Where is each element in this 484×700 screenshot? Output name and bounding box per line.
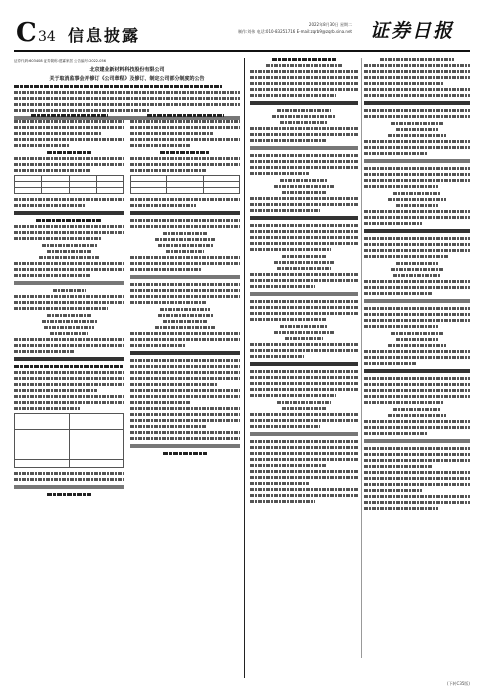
text-line [130, 204, 196, 207]
text-line [364, 109, 470, 112]
text-line [364, 453, 470, 456]
section-band [250, 146, 358, 150]
text-line [391, 268, 444, 271]
text-line [250, 458, 358, 461]
column-divider [244, 58, 245, 678]
text-line [50, 332, 89, 335]
text-line [166, 250, 205, 253]
text-line [282, 191, 325, 194]
text-line [364, 237, 470, 240]
text-line [266, 64, 342, 67]
text-line [250, 197, 358, 200]
text-line [272, 115, 337, 118]
text-line [158, 244, 213, 247]
text-line [44, 326, 94, 329]
text-line [388, 414, 446, 417]
text-line [280, 179, 329, 182]
text-line [130, 371, 240, 374]
text-line [14, 338, 124, 341]
text-line [250, 172, 309, 175]
text-line [130, 289, 240, 292]
text-line [250, 470, 358, 473]
text-line [364, 216, 470, 219]
text-line [130, 383, 218, 386]
text-line [36, 219, 102, 222]
column-divider [361, 58, 362, 658]
text-line [364, 420, 470, 423]
text-line [130, 219, 240, 222]
text-line [14, 301, 124, 304]
text-line [364, 146, 470, 149]
text-line [14, 344, 124, 347]
text-line [250, 224, 358, 227]
section-band [130, 351, 240, 355]
text-line [14, 237, 102, 240]
section-band [14, 281, 124, 285]
text-line [130, 262, 240, 265]
text-line [364, 88, 470, 91]
section-band [14, 211, 124, 215]
text-line [130, 344, 185, 347]
text-line [364, 447, 470, 450]
text-line [130, 268, 202, 271]
text-line [130, 365, 240, 368]
text-line [130, 120, 240, 123]
text-line [14, 163, 124, 166]
text-line [364, 292, 433, 295]
text-line [14, 103, 240, 106]
text-line [364, 70, 470, 73]
text-line [14, 268, 124, 271]
text-line [393, 192, 441, 195]
text-line [130, 437, 240, 440]
text-line [42, 320, 97, 323]
section-band [250, 362, 358, 366]
text-line [250, 376, 358, 379]
section-letter: C [16, 18, 36, 48]
text-line [250, 312, 358, 315]
text-line [14, 377, 124, 380]
text-line [14, 407, 80, 410]
text-line [14, 198, 124, 201]
text-line [364, 255, 449, 258]
text-line [130, 138, 240, 141]
text-line [364, 389, 470, 392]
text-line [364, 356, 470, 359]
text-line [364, 243, 470, 246]
text-line [364, 222, 422, 225]
text-line [250, 94, 336, 97]
text-line [364, 313, 470, 316]
text-line [130, 413, 240, 416]
text-line [14, 231, 124, 234]
text-line [364, 350, 470, 353]
text-line [14, 204, 86, 207]
article-title: 关于取消监事会并修订《公司章程》及修订、制定公司部分制度的公告 [49, 76, 205, 82]
text-line [14, 157, 124, 160]
section-band [364, 229, 470, 233]
text-line [130, 359, 240, 362]
text-line [14, 225, 124, 228]
text-line [250, 209, 320, 212]
text-line [14, 350, 75, 353]
text-line [282, 255, 325, 258]
section-band [364, 299, 470, 303]
text-line [14, 307, 108, 310]
continuation-note: (下转C35版) [446, 681, 470, 686]
text-line [14, 144, 69, 147]
text-line [14, 97, 240, 100]
text-line [364, 319, 470, 322]
text-line [250, 154, 358, 157]
text-line [396, 204, 438, 207]
text-line [160, 308, 210, 311]
text-line [14, 138, 124, 141]
text-line [364, 383, 470, 386]
text-line [130, 395, 240, 398]
text-line [42, 244, 97, 247]
section-band [250, 216, 358, 220]
text-line [364, 325, 438, 328]
newspaper-page [14, 14, 470, 686]
text-line [364, 173, 470, 176]
masthead [14, 14, 470, 48]
text-line [250, 419, 358, 422]
text-line [14, 132, 102, 135]
text-line [364, 483, 470, 486]
text-line [388, 134, 446, 137]
text-line [250, 464, 326, 467]
text-line [130, 132, 213, 135]
text-line [14, 169, 91, 172]
text-line [14, 120, 124, 123]
text-line [364, 179, 470, 182]
text-line [31, 114, 108, 117]
text-line [364, 185, 438, 188]
text-line [280, 325, 329, 328]
text-line [364, 401, 444, 404]
text-line [250, 440, 358, 443]
text-line [130, 157, 240, 160]
newspaper-logo: 证券日报 [369, 20, 454, 42]
text-line [250, 370, 358, 373]
text-line [282, 407, 325, 410]
text-line [391, 332, 444, 335]
text-line [250, 273, 358, 276]
text-line [364, 477, 470, 480]
section-band [130, 444, 240, 448]
text-line [250, 160, 358, 163]
text-line [130, 301, 207, 304]
text-line [364, 432, 428, 435]
text-line [364, 459, 470, 462]
text-line [163, 232, 207, 235]
text-line [250, 318, 326, 321]
text-line [250, 382, 358, 385]
text-line [14, 85, 222, 88]
text-line [364, 495, 470, 498]
text-line [277, 267, 331, 270]
text-line [364, 465, 433, 468]
text-line [250, 127, 358, 130]
text-line [250, 230, 358, 233]
section-band [364, 439, 470, 443]
text-line [130, 295, 240, 298]
column-c [250, 58, 358, 506]
text-line [250, 425, 320, 428]
text-line [130, 425, 207, 428]
column-d [364, 58, 470, 513]
text-line [364, 471, 470, 474]
date-line: 2022年8月30日 星期二 [308, 22, 352, 27]
text-line [163, 452, 207, 455]
text-line [130, 338, 240, 341]
article-header-line: 证券代码:603408 证券简称:建霖家居 公告编号:2022-056 [14, 59, 106, 63]
column-b [130, 114, 240, 458]
text-line [53, 289, 86, 292]
text-line [364, 280, 470, 283]
section-band [250, 432, 358, 436]
section-band [364, 159, 470, 163]
text-line [280, 121, 329, 124]
text-line [14, 478, 124, 481]
text-line [130, 401, 191, 404]
text-line [250, 500, 315, 503]
section-band [130, 211, 240, 215]
text-line [250, 306, 358, 309]
text-line [364, 152, 428, 155]
text-line [364, 210, 470, 213]
section-band [364, 369, 470, 373]
text-line [147, 114, 224, 117]
text-line [14, 91, 240, 94]
text-line [14, 274, 91, 277]
text-line [250, 394, 336, 397]
text-line [160, 151, 210, 154]
text-line [250, 388, 358, 391]
text-line [364, 167, 470, 170]
text-line [250, 413, 358, 416]
text-line [47, 314, 91, 317]
section-band [250, 101, 358, 105]
text-line [163, 320, 207, 323]
text-line [250, 70, 358, 73]
text-line [274, 185, 333, 188]
text-line [250, 88, 358, 91]
text-line [158, 314, 213, 317]
section-band [14, 357, 124, 361]
text-line [130, 407, 240, 410]
text-line [14, 395, 124, 398]
text-line [130, 431, 240, 434]
text-line [250, 82, 358, 85]
data-table [130, 175, 240, 194]
text-line [274, 261, 333, 264]
text-line [130, 377, 240, 380]
section-band [364, 101, 470, 105]
text-line [250, 488, 358, 491]
text-line [364, 489, 422, 492]
text-line [250, 452, 358, 455]
text-line [250, 242, 358, 245]
text-line [250, 349, 358, 352]
text-line [130, 283, 240, 286]
text-line [130, 198, 240, 201]
text-line [277, 109, 331, 112]
text-line [250, 248, 331, 251]
text-line [155, 238, 216, 241]
text-line [250, 76, 358, 79]
text-line [388, 344, 446, 347]
text-line [250, 139, 326, 142]
text-line [388, 198, 446, 201]
text-line [364, 64, 470, 67]
text-line [14, 109, 150, 112]
text-line [250, 343, 358, 346]
text-line [364, 140, 470, 143]
text-line [14, 371, 124, 374]
text-line [250, 203, 358, 206]
text-line [130, 256, 240, 259]
text-line [14, 262, 124, 265]
text-line [250, 133, 358, 136]
text-line [364, 426, 470, 429]
text-line [364, 82, 444, 85]
text-line [47, 250, 91, 253]
text-line [396, 128, 438, 131]
text-line [364, 307, 470, 310]
text-line [250, 300, 358, 303]
page-number: 34 [38, 29, 56, 45]
text-line [274, 331, 333, 334]
text-line [364, 94, 470, 97]
text-line [14, 383, 124, 386]
text-line [364, 249, 470, 252]
text-line [250, 166, 358, 169]
text-line [130, 419, 240, 422]
text-line [14, 126, 124, 129]
text-line [277, 401, 331, 404]
text-line [130, 144, 191, 147]
text-line [364, 395, 470, 398]
text-line [130, 169, 207, 172]
text-line [14, 389, 97, 392]
text-line [250, 355, 304, 358]
text-line [14, 472, 124, 475]
text-line [396, 338, 438, 341]
text-line [250, 446, 358, 449]
text-line [364, 377, 470, 380]
section-band [130, 275, 240, 279]
contact-line: 制作:刘伟 电话:010-83251716 E-mail:zqrb9@zqrb.sina.net [237, 29, 352, 34]
text-line [285, 337, 323, 340]
text-line [130, 163, 240, 166]
text-line [250, 476, 358, 479]
text-line [250, 494, 358, 497]
column-a [14, 114, 124, 499]
text-line [130, 332, 240, 335]
text-line [130, 225, 240, 228]
text-line [155, 326, 216, 329]
text-line [250, 279, 358, 282]
text-line [250, 236, 358, 239]
text-line [130, 126, 240, 129]
text-line [14, 365, 124, 368]
text-line [364, 507, 438, 510]
data-table [14, 413, 124, 468]
text-line [47, 493, 91, 496]
text-line [47, 151, 91, 154]
text-line [250, 285, 315, 288]
masthead-rule [14, 50, 470, 52]
text-line [364, 501, 470, 504]
text-line [14, 401, 124, 404]
text-line [39, 256, 100, 259]
section-band [14, 485, 124, 489]
text-line [250, 482, 309, 485]
data-table [14, 175, 124, 194]
section-band [250, 292, 358, 296]
text-line [380, 58, 454, 61]
section-title: 信息披露 [68, 26, 141, 45]
text-line [393, 274, 441, 277]
text-line [364, 76, 470, 79]
text-line [396, 262, 438, 265]
text-line [14, 295, 124, 298]
text-line [393, 408, 441, 411]
company-name: 北京建业新材料科技股份有限公司 [89, 67, 165, 73]
text-line [391, 122, 444, 125]
text-line [272, 58, 337, 61]
text-line [364, 362, 417, 365]
text-line [364, 286, 470, 289]
text-line [364, 115, 470, 118]
text-line [130, 389, 240, 392]
